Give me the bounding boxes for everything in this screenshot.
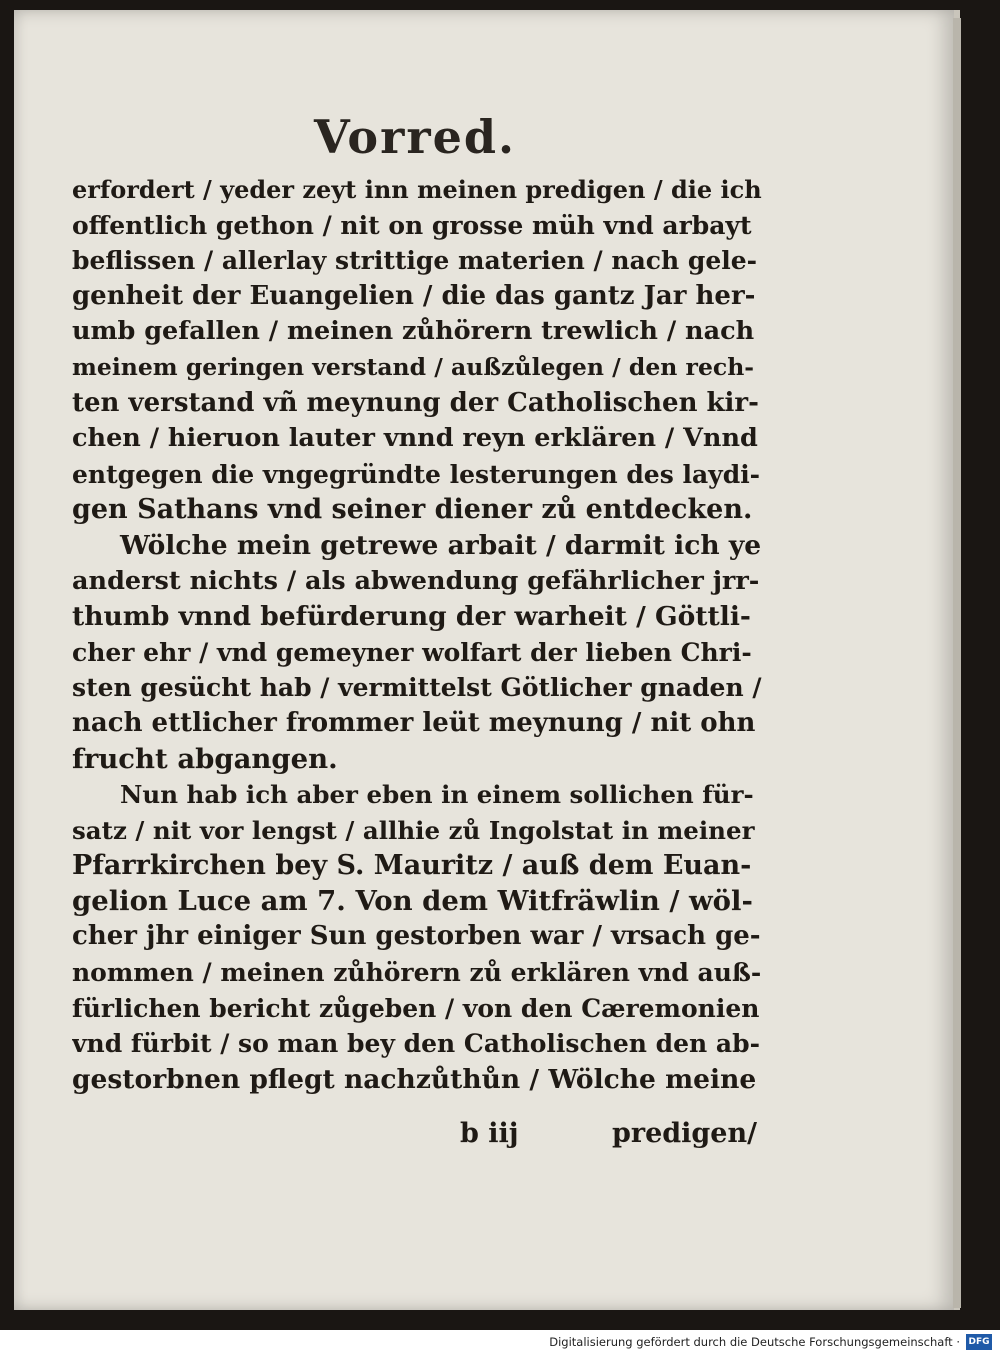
text-line: anderst nichts / als abwendung gefährlicher jrr- — [72, 565, 760, 596]
text-line: cher ehr / vnd gemeyner wolfart der lieben Chri- — [72, 637, 752, 667]
text-line: nommen / meinen zůhörern zů erklären vnd auß- — [72, 958, 762, 988]
dfg-credit-text: Digitalisierung gefördert durch die Deutsche Forschungsgemeinschaft · — [549, 1335, 960, 1349]
text-line: gen Sathans vnd seiner diener zů entdecken. — [72, 494, 753, 526]
body-text — [72, 172, 762, 1097]
text-line: thumb vnnd befürderung der warheit / Göttli- — [72, 601, 751, 633]
text-line: cher jhr einiger Sun gestorben war / vrsach ge- — [72, 921, 761, 952]
text-line: satz / nit vor lengst / allhie zů Ingolstat in meiner — [72, 815, 755, 845]
text-line: Wölche mein getrewe arbait / darmit ich ye — [120, 529, 762, 561]
text-line: erfordert / yeder zeyt inn meinen predigen / die ich — [72, 175, 762, 204]
text-line: vnd fürbit / so man bey den Catholischen den ab- — [72, 1029, 760, 1059]
text-line: gestorbnen pflegt nachzůthůn / Wölche meine — [72, 1063, 757, 1095]
text-line: chen / hieruon lauter vnnd reyn erklären / Vnnd — [72, 423, 758, 454]
text-line: offentlich gethon / nit on grosse müh vnd arbayt — [72, 210, 752, 240]
text-line: nach ettlicher frommer leüt meynung / nit ohn — [72, 707, 756, 738]
text-line: gelion Luce am 7. Von dem Witfräwlin / wöl- — [72, 884, 753, 917]
text-line: umb gefallen / meinen zůhörern trewlich / nach — [72, 316, 755, 347]
page-edge — [953, 18, 961, 1308]
catchword: predigen/ — [612, 1118, 757, 1149]
text-line: beflissen / allerlay strittige materien / nach gele- — [72, 246, 758, 276]
text-line: frucht abgangen. — [72, 742, 338, 775]
text-line: entgegen die vngegründte lesterungen des laydi- — [72, 459, 761, 489]
text-line: fürlichen bericht zůgeben / von den Cæremonien — [72, 993, 760, 1023]
text-line: Nun hab ich aber eben in einem sollichen für- — [120, 780, 754, 810]
signature-mark: b iij — [460, 1118, 519, 1149]
text-line: ten verstand vñ meynung der Catholischen kir- — [72, 387, 759, 418]
dfg-logo: DFG — [966, 1334, 992, 1350]
running-head: Vorred. — [313, 110, 517, 164]
text-line: genheit der Euangelien / die das gantz Jar her- — [72, 280, 756, 311]
text-line: sten gesücht hab / vermittelst Götlicher gnaden / — [72, 673, 762, 703]
text-line: Pfarrkirchen bey S. Mauritz / auß dem Euan- — [72, 850, 752, 882]
text-line: meinem geringen verstand / außzůlegen / den rech- — [72, 352, 755, 381]
